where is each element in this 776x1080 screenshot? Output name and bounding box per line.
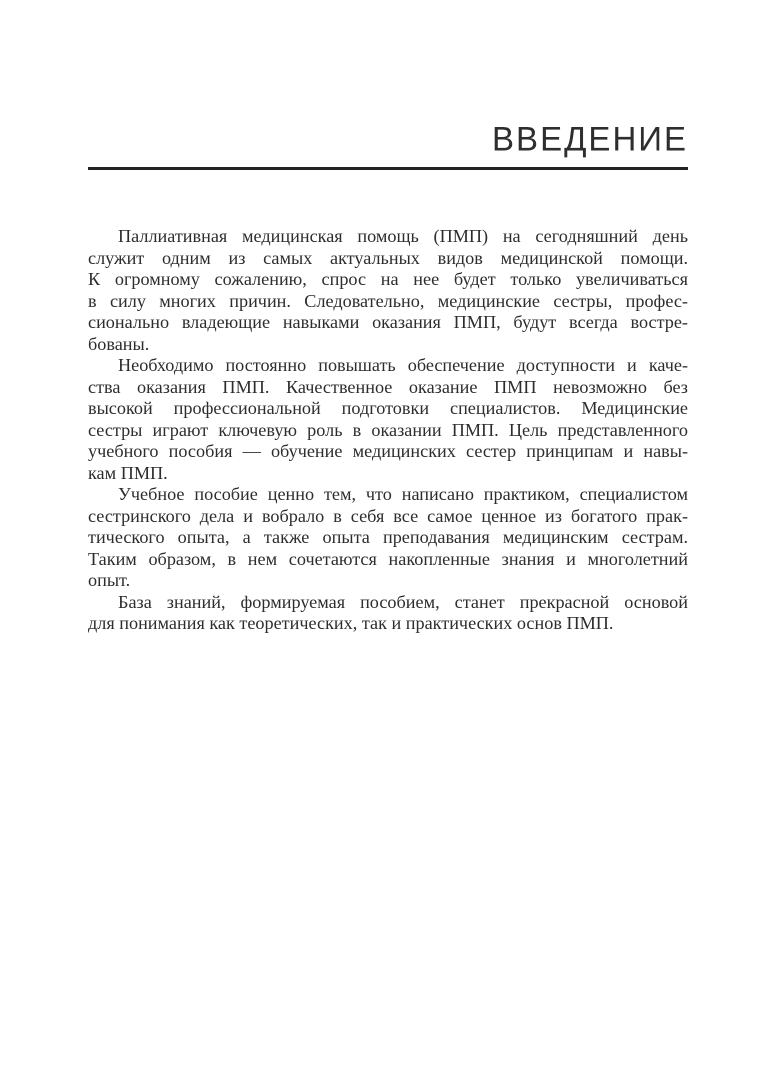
text-line: Таким образом, в нем сочетаются накопленные знания и многолетний — [88, 548, 688, 569]
text-line: кам ПМП. — [88, 462, 168, 483]
paragraph — [88, 355, 688, 484]
text-line: высокой профессиональной подготовки специалистов. Медицинские — [88, 398, 688, 418]
paragraph — [88, 592, 688, 635]
text-column — [88, 0, 688, 635]
paragraph — [88, 484, 688, 592]
text-line: в силу многих причин. Следовательно, медицинские сестры, профес- — [88, 290, 688, 311]
paragraph — [88, 226, 688, 355]
text-line: служит одним из самых актуальных видов медицинской помощи. — [88, 247, 688, 268]
text-line: Паллиативная медицинская помощь (ПМП) на сегодняшний день — [118, 226, 688, 246]
text-line: сестринского дела и вобрало в себя все самое ценное из богатого прак- — [88, 505, 688, 526]
text-line: База знаний, формируемая пособием, станет прекрасной основой — [118, 591, 688, 612]
text-line: для понимания как теоретических, так и практических основ ПМП. — [88, 613, 614, 633]
text-line: бованы. — [88, 333, 150, 354]
chapter-title: ВВЕДЕНИЕ — [492, 119, 688, 158]
text-line: опыт. — [88, 570, 131, 590]
text-line: К огромному сожалению, спрос на нее будет только увеличиваться — [88, 269, 688, 289]
text-line: Необходимо постоянно повышать обеспечение доступности и каче- — [118, 355, 688, 375]
body-text — [88, 226, 688, 635]
title-divider-rule — [88, 167, 688, 170]
text-line: тического опыта, а также опыта преподавания медицинским сестрам. — [88, 527, 688, 547]
text-line: ства оказания ПМП. Качественное оказание ПМП невозможно без — [88, 376, 688, 397]
text-line: сестры играют ключевую роль в оказании ПМП. Цель представленного — [88, 419, 688, 440]
text-line: сионально владеющие навыками оказания ПМП, будут всегда востре- — [88, 312, 688, 332]
text-line: учебного пособия — обучение медицинских сестер принципам и навы- — [88, 441, 688, 461]
text-line: Учебное пособие ценно тем, что написано практиком, специалистом — [118, 484, 688, 504]
